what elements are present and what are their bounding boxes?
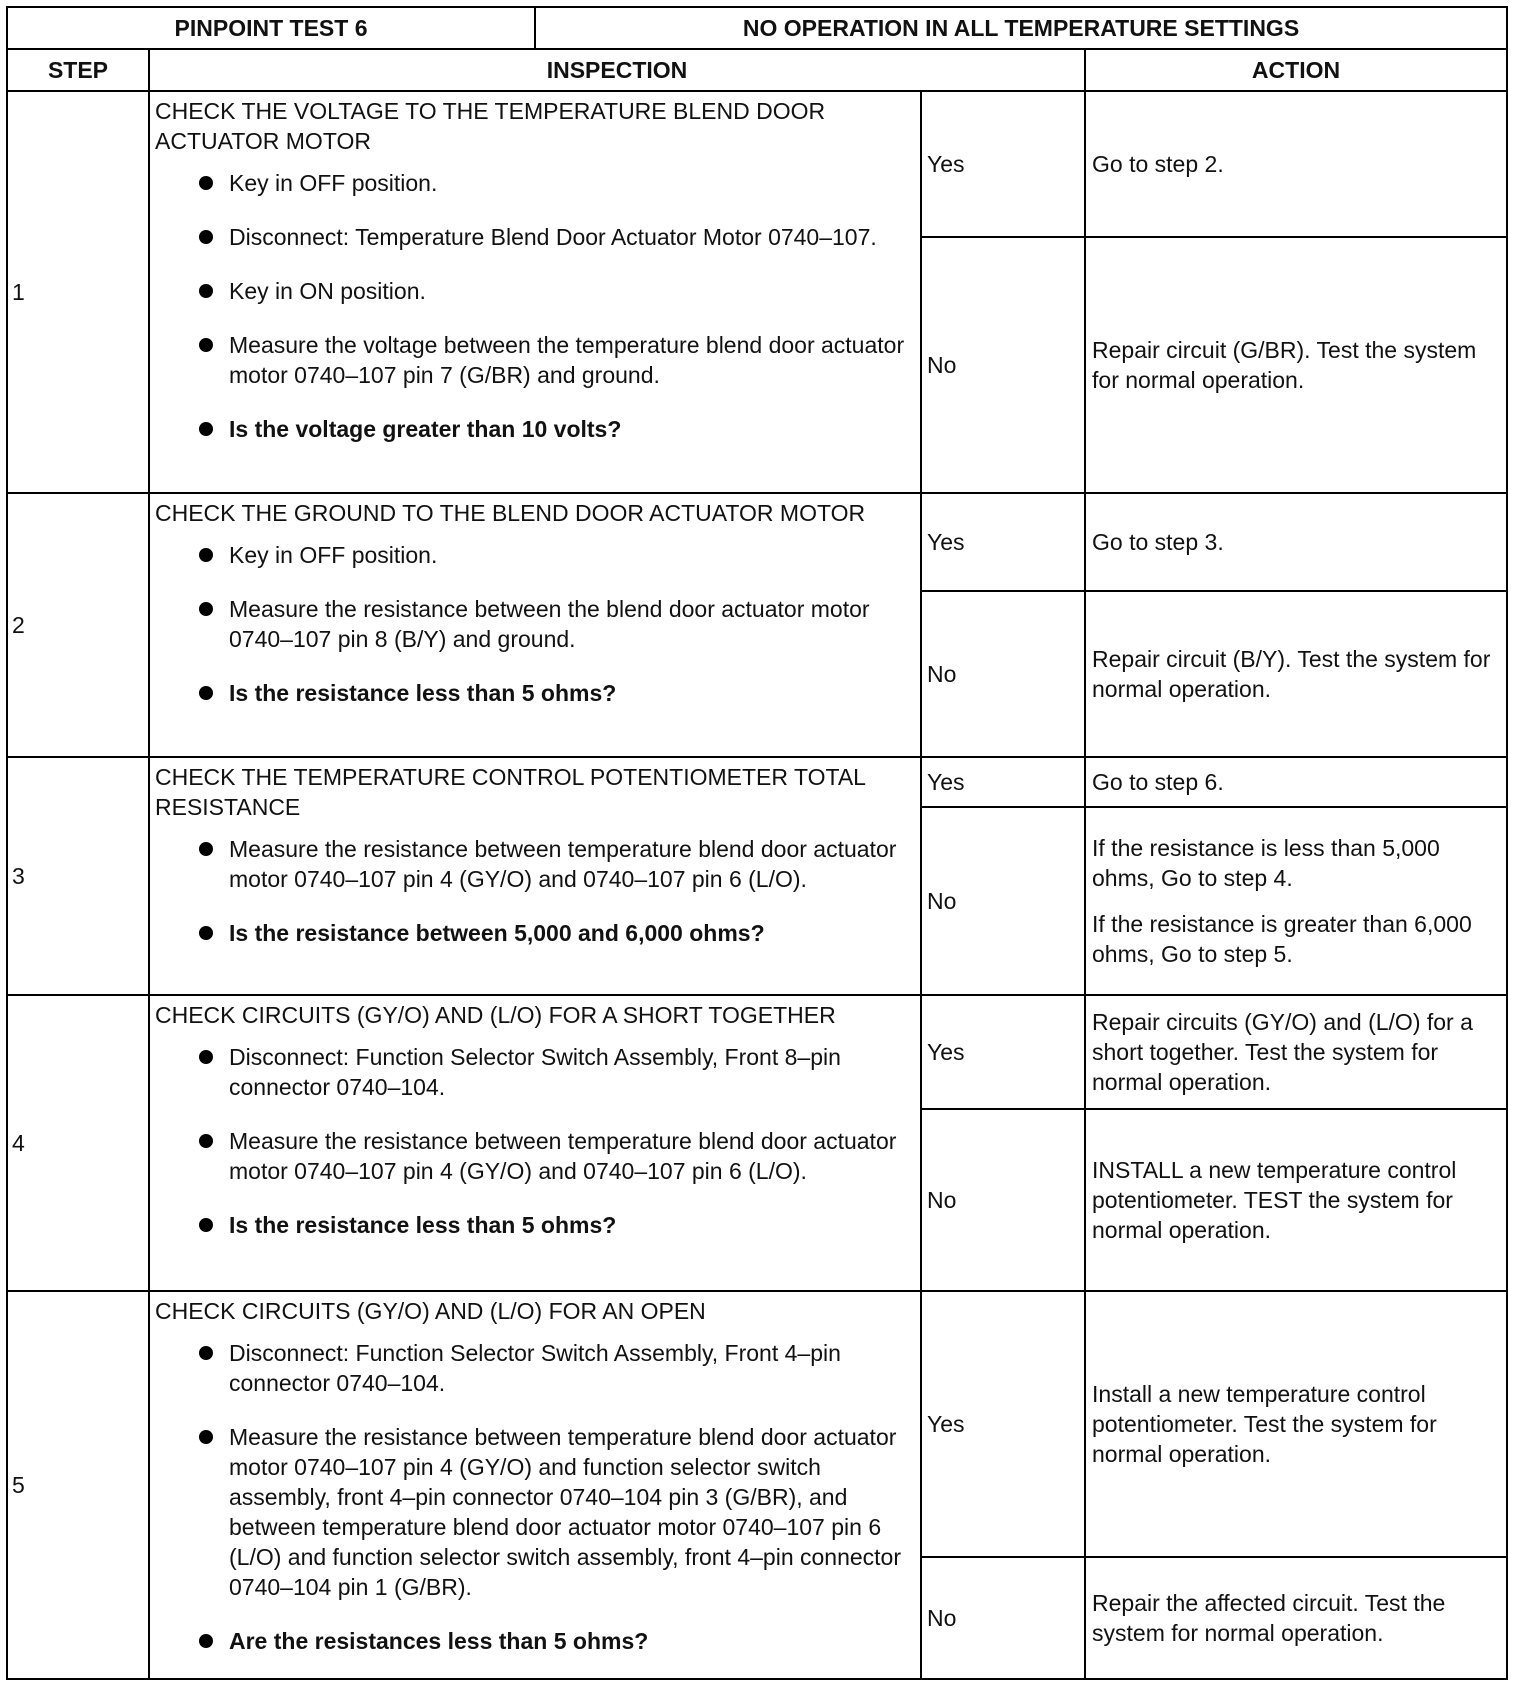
step-number: 4	[7, 995, 149, 1291]
test-name: PINPOINT TEST 6	[7, 7, 535, 49]
step-number: 3	[7, 757, 149, 995]
answer-yes: Yes	[921, 757, 1085, 807]
step-bullet-list	[155, 540, 912, 708]
step-bullet: Measure the resistance between temperature blend door actuator motor 0740–107 pin 4 (GY/O) and 0740–107 pin 6 (L/O).	[155, 834, 912, 894]
action-no: Repair the affected circuit. Test the system for normal operation.	[1085, 1557, 1507, 1679]
bullet-icon	[199, 842, 213, 856]
step-inspection	[149, 757, 921, 995]
bullet-icon	[199, 176, 213, 190]
bullet-icon	[199, 548, 213, 562]
step-bullet: Measure the resistance between the blend door actuator motor 0740–107 pin 8 (B/Y) and ground.	[155, 594, 912, 654]
col-header-action: ACTION	[1085, 49, 1507, 91]
step-question: Are the resistances less than 5 ohms?	[155, 1626, 912, 1656]
bullet-icon	[199, 284, 213, 298]
bullet-icon	[199, 926, 213, 940]
answer-yes: Yes	[921, 995, 1085, 1109]
bullet-icon	[199, 1218, 213, 1232]
action-yes: Go to step 2.	[1085, 91, 1507, 237]
step-bullet-list	[155, 834, 912, 948]
step-2-yes-row	[7, 493, 1507, 591]
action-yes: Go to step 3.	[1085, 493, 1507, 591]
step-inspection	[149, 995, 921, 1291]
step-bullet: Key in OFF position.	[155, 540, 912, 570]
step-question: Is the voltage greater than 10 volts?	[155, 414, 912, 444]
step-3-yes-row	[7, 757, 1507, 807]
answer-yes: Yes	[921, 493, 1085, 591]
action-yes: Repair circuits (GY/O) and (L/O) for a short together. Test the system for normal operation.	[1085, 995, 1507, 1109]
step-bullet: Measure the voltage between the temperature blend door actuator motor 0740–107 pin 7 (G/BR) and ground.	[155, 330, 912, 390]
step-number: 2	[7, 493, 149, 757]
col-header-step: STEP	[7, 49, 149, 91]
step-title: CHECK THE VOLTAGE TO THE TEMPERATURE BLEND DOOR ACTUATOR MOTOR	[155, 98, 826, 154]
answer-yes: Yes	[921, 91, 1085, 237]
bullet-icon	[199, 686, 213, 700]
answer-yes: Yes	[921, 1291, 1085, 1557]
step-bullet: Disconnect: Temperature Blend Door Actuator Motor 0740–107.	[155, 222, 912, 252]
action-no: INSTALL a new temperature control potentiometer. TEST the system for normal operation.	[1085, 1109, 1507, 1291]
bullet-icon	[199, 602, 213, 616]
step-inspection	[149, 1291, 921, 1679]
step-bullet: Key in ON position.	[155, 276, 912, 306]
step-title: CHECK THE GROUND TO THE BLEND DOOR ACTUATOR MOTOR	[155, 500, 866, 526]
bullet-icon	[199, 1430, 213, 1444]
step-4-yes-row	[7, 995, 1507, 1109]
answer-no: No	[921, 591, 1085, 757]
step-number: 1	[7, 91, 149, 493]
step-inspection	[149, 493, 921, 757]
bullet-icon	[199, 1346, 213, 1360]
col-header-inspection: INSPECTION	[149, 49, 1085, 91]
pinpoint-test-table	[6, 6, 1508, 1680]
step-title: CHECK THE TEMPERATURE CONTROL POTENTIOMETER TOTAL RESISTANCE	[155, 764, 866, 820]
answer-no: No	[921, 1109, 1085, 1291]
answer-no: No	[921, 1557, 1085, 1679]
action-no: If the resistance is less than 5,000 ohms, Go to step 4. If the resistance is greater than 6,000 ohms, Go to step 5.	[1085, 807, 1507, 995]
symptom-title: NO OPERATION IN ALL TEMPERATURE SETTINGS	[535, 7, 1507, 49]
step-bullet: Key in OFF position.	[155, 168, 912, 198]
step-5-yes-row	[7, 1291, 1507, 1557]
step-bullet: Measure the resistance between temperature blend door actuator motor 0740–107 pin 4 (GY/O) and function selector switch assembly, front 4–pin connector 0740–104 pin 3 (G/BR), and between temperature blend door actuator motor 0740–107 pin 6 (L/O) and function selector switch assembly, front 4–pin connector 0740–104 pin 1 (G/BR).	[155, 1422, 912, 1602]
step-title: CHECK CIRCUITS (GY/O) AND (L/O) FOR A SHORT TOGETHER	[155, 1002, 836, 1028]
step-question: Is the resistance less than 5 ohms?	[155, 1210, 912, 1240]
action-no: Repair circuit (B/Y). Test the system for normal operation.	[1085, 591, 1507, 757]
step-question: Is the resistance less than 5 ohms?	[155, 678, 912, 708]
step-bullet: Disconnect: Function Selector Switch Assembly, Front 4–pin connector 0740–104.	[155, 1338, 912, 1398]
step-bullet: Disconnect: Function Selector Switch Assembly, Front 8–pin connector 0740–104.	[155, 1042, 912, 1102]
action-yes: Go to step 6.	[1085, 757, 1507, 807]
step-question: Is the resistance between 5,000 and 6,000 ohms?	[155, 918, 912, 948]
step-bullet-list	[155, 168, 912, 444]
bullet-icon	[199, 338, 213, 352]
bullet-icon	[199, 1050, 213, 1064]
bullet-icon	[199, 1134, 213, 1148]
answer-no: No	[921, 237, 1085, 493]
bullet-icon	[199, 422, 213, 436]
step-number: 5	[7, 1291, 149, 1679]
step-bullet: Measure the resistance between temperature blend door actuator motor 0740–107 pin 4 (GY/O) and 0740–107 pin 6 (L/O).	[155, 1126, 912, 1186]
step-title: CHECK CIRCUITS (GY/O) AND (L/O) FOR AN OPEN	[155, 1298, 706, 1324]
title-row	[7, 7, 1507, 49]
column-header-row	[7, 49, 1507, 91]
bullet-icon	[199, 230, 213, 244]
step-1-yes-row	[7, 91, 1507, 237]
bullet-icon	[199, 1634, 213, 1648]
step-inspection	[149, 91, 921, 493]
step-bullet-list	[155, 1338, 912, 1656]
answer-no: No	[921, 807, 1085, 995]
step-bullet-list	[155, 1042, 912, 1240]
action-no: Repair circuit (G/BR). Test the system for normal operation.	[1085, 237, 1507, 493]
action-yes: Install a new temperature control potentiometer. Test the system for normal operation.	[1085, 1291, 1507, 1557]
